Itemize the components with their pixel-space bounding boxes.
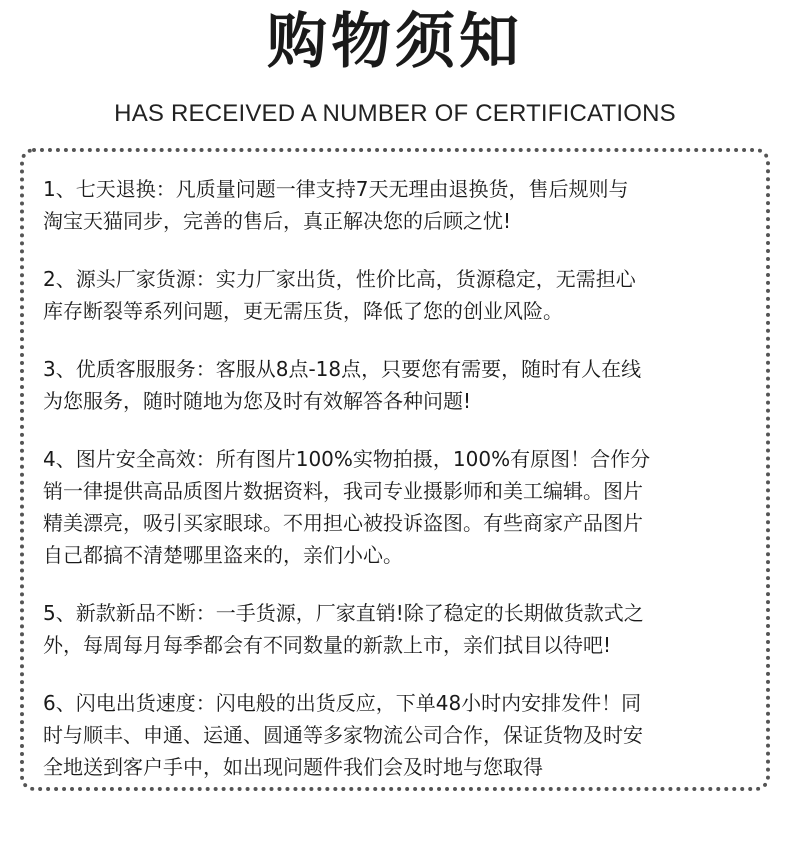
- notice-item-customer-service: [43, 353, 763, 417]
- notice-line: 1、七天退换：凡质量问题一律支持7天无理由退换货，售后规则与: [43, 177, 629, 201]
- page-title: 购物须知: [267, 7, 523, 77]
- notice-item-factory-source: [43, 263, 763, 327]
- notice-line: 6、闪电出货速度：闪电般的出货反应，下单48小时内安排发件！同: [43, 691, 642, 715]
- notice-line: 3、优质客服服务：客服从8点-18点，只要您有需要，随时有人在线: [43, 357, 642, 381]
- notice-line: 库存断裂等系列问题，更无需压货，降低了您的创业风险。: [43, 299, 563, 323]
- notice-line: 为您服务，随时随地为您及时有效解答各种问题!: [43, 389, 472, 413]
- page-subtitle: HAS RECEIVED A NUMBER OF CERTIFICATIONS: [114, 100, 676, 127]
- notice-line: 时与顺丰、申通、运通、圆通等多家物流公司合作，保证货物及时安: [43, 723, 643, 747]
- notice-item-new-arrivals: [43, 597, 763, 661]
- notice-line: 外，每周每月每季都会有不同数量的新款上市，亲们拭目以待吧!: [43, 633, 612, 657]
- notice-item-return-policy: [43, 173, 763, 237]
- notice-line: 精美漂亮，吸引买家眼球。不用担心被投诉盗图。有些商家产品图片: [43, 511, 643, 535]
- notice-line: 全地送到客户手中，如出现问题件我们会及时地与您取得: [43, 755, 543, 779]
- notice-line: 2、源头厂家货源：实力厂家出货，性价比高，货源稳定，无需担心: [43, 267, 636, 291]
- notice-line: 4、图片安全高效：所有图片100%实物拍摄，100%有原图！合作分: [43, 447, 651, 471]
- notice-item-fast-shipping: [43, 687, 763, 783]
- notice-line: 淘宝天猫同步，完善的售后，真正解决您的后顾之忧!: [43, 209, 512, 233]
- notice-line: 销一律提供高品质图片数据资料，我司专业摄影师和美工编辑。图片: [43, 479, 643, 503]
- notice-line: 5、新款新品不断：一手货源，厂家直销!除了稳定的长期做货款式之: [43, 601, 644, 625]
- notice-item-product-images: [43, 443, 763, 571]
- notice-line: 自己都搞不清楚哪里盗来的，亲们小心。: [43, 543, 403, 567]
